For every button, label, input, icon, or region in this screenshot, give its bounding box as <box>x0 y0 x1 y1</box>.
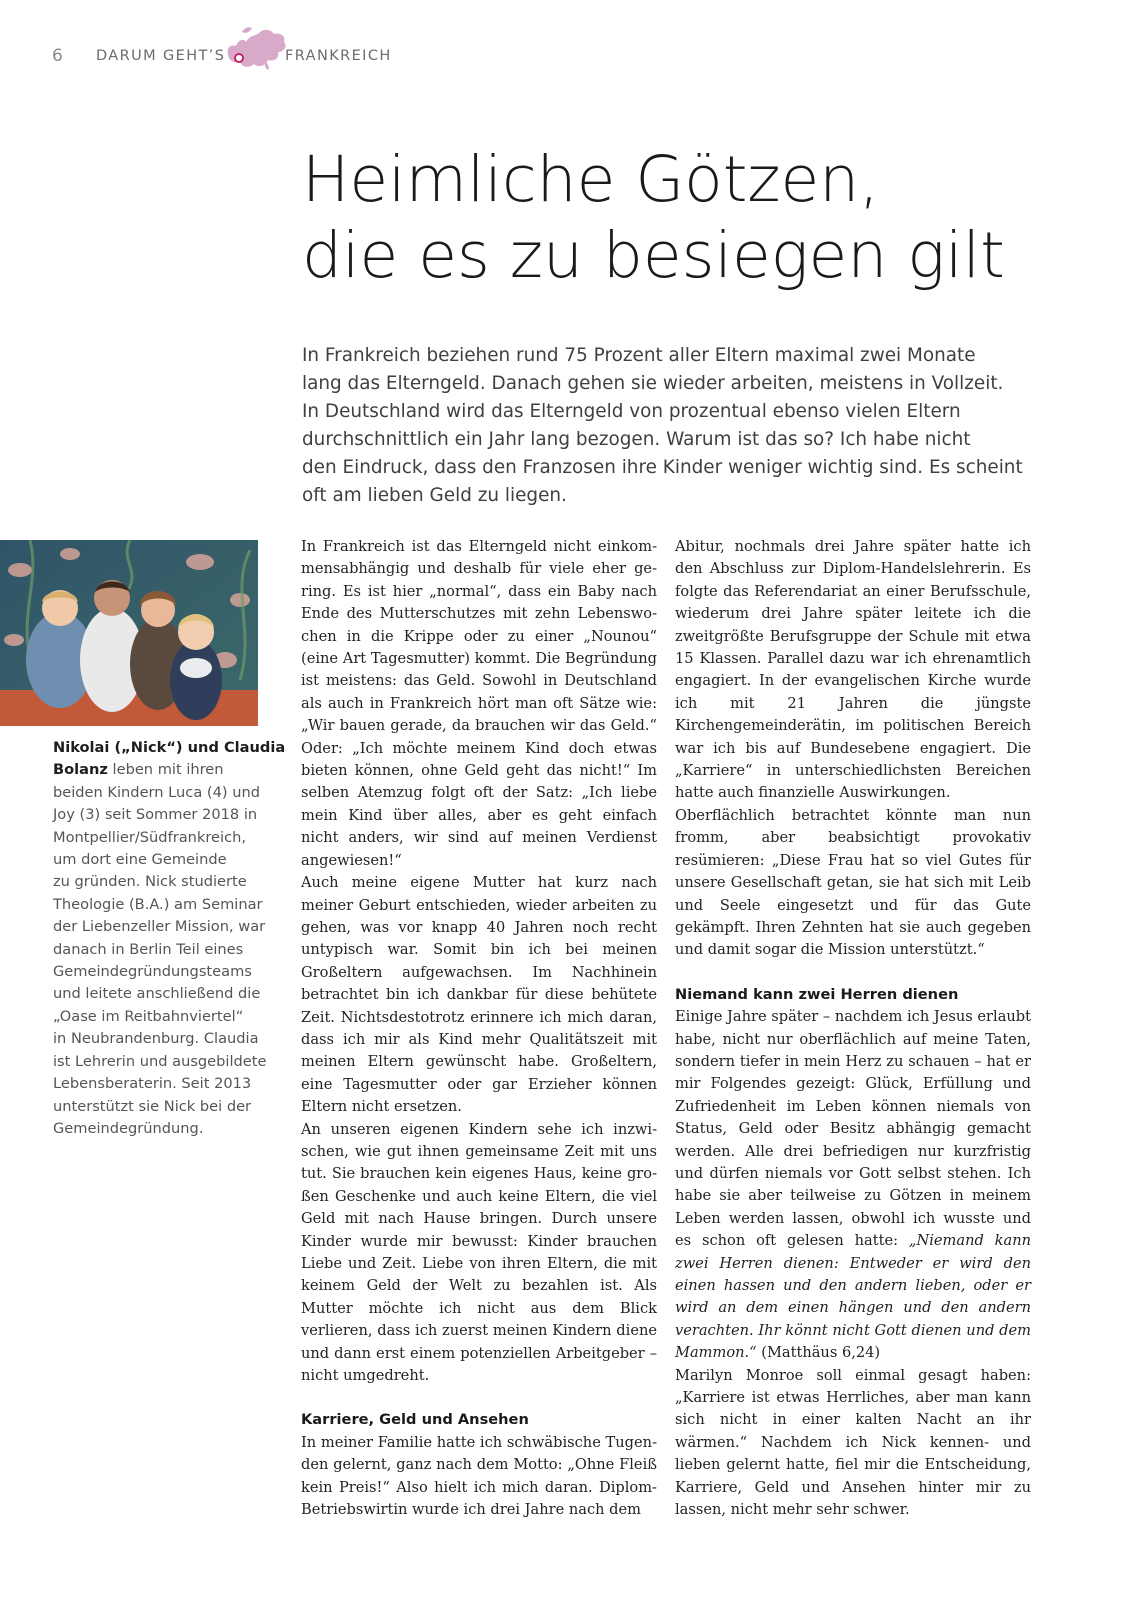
body-paragraph: Abitur, nochmals drei Jahre später hatte ich den Abschluss zur Diplom-Handelslehrerin. Es folgte das Referendariat an einer Berufsschule, wiederum drei Jahre später leitete ich die zweitgrößte Berufsgruppe der Schule mit etwa 15 Klassen. Parallel dazu war ich ehrenamtlich engagiert. In der evangelischen Kirche wurde ich mit 21 Jahren die jüngste Kirchengemeinderätin, im politischen Bereich war ich bis auf Bundesebene engagiert. Die „Karriere“ in unterschiedlichsten Bereichen hatte auch finanzielle Auswirkungen. <box>675 538 1031 802</box>
article-title <box>302 142 1102 294</box>
lead-line: oft am lieben Geld zu liegen. <box>302 485 567 506</box>
caption-line: beiden Kindern Luca (4) und <box>53 783 260 801</box>
page-header <box>52 44 572 70</box>
caption-line: zu gründen. Nick studierte <box>53 873 247 891</box>
caption-line: Gemeindegründungsteams <box>53 963 252 981</box>
page-number: 6 <box>52 46 63 66</box>
lead-paragraph <box>302 342 1062 510</box>
body-paragraph: An unseren eigenen Kindern sehe ich inzwischen, wie gut ihnen gemeinsame Zeit mit uns tut. Sie brauchen kein eigenes Haus, keine großen Geschenke und auch keine Eltern, die viel Geld mit nach Hause bringen. Durch unsere Kinder wurde mir bewusst: Kinder brauchen Liebe und Zeit. Liebe von ihren Eltern, die mit keinem Geld der Welt zu bezahlen ist. Als Mutter möchte ich nicht aus dem Blick verlieren, dass ich zuerst meinen Kindern diene und dann erst einem potenziellen Arbeitgeber – nicht umgedreht. <box>301 1120 657 1385</box>
body-column-2 <box>675 536 1031 1521</box>
body-paragraph: Marilyn Monroe soll einmal gesagt haben: „Karriere ist etwas Herrliches, aber man kann sich nicht in einer kalten Nacht an ihr wärmen.“ Nachdem ich Nick kennen- und lieben gelernt hatte, fiel mir die Entscheidung, Karriere, Geld und Ansehen hinter mir zu lassen, nicht mehr sehr schwer. <box>675 1366 1031 1519</box>
body-paragraph: Oberflächlich betrachtet könnte man nun fromm, aber beabsichtigt provokativ resümieren: „Diese Frau hat so viel Gutes für unsere Gesellschaft getan, sie hat sich mit Leib und Seele eingesetzt und für das Gute gekämpft. Ihren Zehnten hat sie auch gegeben und damit sogar die Mission unterstützt.“ <box>675 806 1031 959</box>
caption-line: Gemeindegründung. <box>53 1119 204 1137</box>
subheading-karriere: Karriere, Geld und Ansehen <box>301 1411 529 1429</box>
europe-map-icon <box>222 24 290 70</box>
subheading-niemand: Niemand kann zwei Herren dienen <box>675 985 959 1003</box>
lead-line: In Deutschland wird das Elterngeld von prozentual ebenso vielen Eltern <box>302 401 961 422</box>
caption-line: in Neubrandenburg. Claudia <box>53 1030 259 1048</box>
photo-caption <box>53 737 286 1140</box>
lead-line: lang das Elterngeld. Danach gehen sie wieder arbeiten, meistens in Vollzeit. <box>302 373 1004 394</box>
body-paragraph: In Frankreich ist das Elterngeld nicht einkommensabhängig und deshalb für viele eher gering. Es ist hier „normal“, dass ein Baby nach Ende des Mutterschutzes mit zehn Lebenswochen in die Krippe oder zu einer „Nounou“ (eine Art Tagesmutter) kommt. Die Begründung ist meistens: das Geld. Sowohl in Deutschland als auch in Frankreich hört man oft Sätze wie: „Wir bauen gerade, da brauchen wir das Geld.“ Oder: „Ich möchte meinem Kind doch etwas bieten können, ohne Geld geht das nicht!“ Im selben Atemzug folgt oft der Satz: „Ich liebe mein Kind über alles, aber es geht einfach nicht anders, wir sind auf meinen Verdienst angewiesen!“ <box>301 538 657 869</box>
caption-line: um dort eine Gemeinde <box>53 851 227 869</box>
caption-line: „Oase im Reitbahnviertel“ <box>53 1007 244 1025</box>
caption-surname: Bolanz <box>53 761 108 779</box>
lead-line: In Frankreich beziehen rund 75 Prozent aller Eltern maximal zwei Monate <box>302 345 976 366</box>
title-line: die es zu besiegen gilt <box>302 219 1005 292</box>
body-text: Einige Jahre später – nachdem ich Jesus erlaubt habe, nicht nur oberflächlich auf meine Taten, sondern tiefer in mein Herz zu schauen – hat er mir Folgendes gezeigt: Glück, Erfüllung und Zufriedenheit im Leben können niemals von Status, Geld oder Besitz abhängig gemacht werden. Alle drei befriedigen nur kurzfristig und dürfen niemals vor Gott selbst stehen. Ich habe sie aber teilweise zu Götzen in meinem Leben werden lassen, obwohl ich wusste und es schon oft gelesen hatte: <box>675 1008 1031 1250</box>
caption-line: ist Lehrerin und ausgebildete <box>53 1052 267 1070</box>
caption-line: unterstützt sie Nick bei der <box>53 1097 252 1115</box>
body-column-1 <box>301 536 657 1521</box>
body-paragraph: In meiner Familie hatte ich schwäbische Tugenden gelernt, ganz nach dem Motto: „Ohne Fleiß kein Preis!“ Also hielt ich mich daran. Diplom-Betriebswirtin wurde ich drei Jahre nach dem <box>301 1433 657 1519</box>
lead-line: durchschnittlich ein Jahr lang bezogen. Warum ist das so? Ich habe nicht <box>302 429 971 450</box>
lead-line: den Eindruck, dass den Franzosen ihre Kinder weniger wichtig sind. Es scheint <box>302 457 1023 478</box>
caption-line: und leitete anschließend die <box>53 985 261 1003</box>
bible-reference: (Matthäus 6,24) <box>756 1344 881 1362</box>
body-paragraph-with-quote <box>675 1006 1031 1365</box>
title-line: Heimliche Götzen, <box>302 143 880 216</box>
caption-line: Joy (3) seit Sommer 2018 in <box>53 806 258 824</box>
caption-line: Theologie (B.A.) am Seminar <box>53 895 263 913</box>
caption-line: der Liebenzeller Mission, war <box>53 918 266 936</box>
family-photo <box>0 540 258 726</box>
caption-text: leben mit ihren <box>107 761 224 779</box>
body-paragraph: Auch meine eigene Mutter hat kurz nach meiner Geburt entschieden, wieder arbeiten zu gehen, was vor knapp 40 Jahren noch recht untypisch war. Somit bin ich bei meinen Großeltern aufgewachsen. Im Nachhinein betrachtet bin ich dankbar für diese behütete Zeit. Nichtsdestotrotz erinnere ich mich daran, dass ich mir als Kind mehr Qualitätszeit mit meinen Eltern gewünscht habe. Großeltern, eine Tagesmutter oder gar Erzieher können Eltern nicht ersetzen. <box>301 874 657 1116</box>
section-label: DARUM GEHT’S <box>96 48 226 64</box>
caption-line: danach in Berlin Teil eines <box>53 940 244 958</box>
country-label: FRANKREICH <box>285 48 392 64</box>
caption-names: Nikolai („Nick“) und Claudia <box>53 739 286 756</box>
bible-quote: „Niemand kann zwei Herren dienen: Entweder er wird den einen hassen und den andern lieben, oder er wird an dem einen hängen und den andern verachten. Ihr könnt nicht Gott dienen und dem Mammon.“ <box>675 1232 1031 1362</box>
caption-line: Lebensberaterin. Seit 2013 <box>53 1075 252 1093</box>
caption-line: Montpellier/Südfrankreich, <box>53 828 246 846</box>
